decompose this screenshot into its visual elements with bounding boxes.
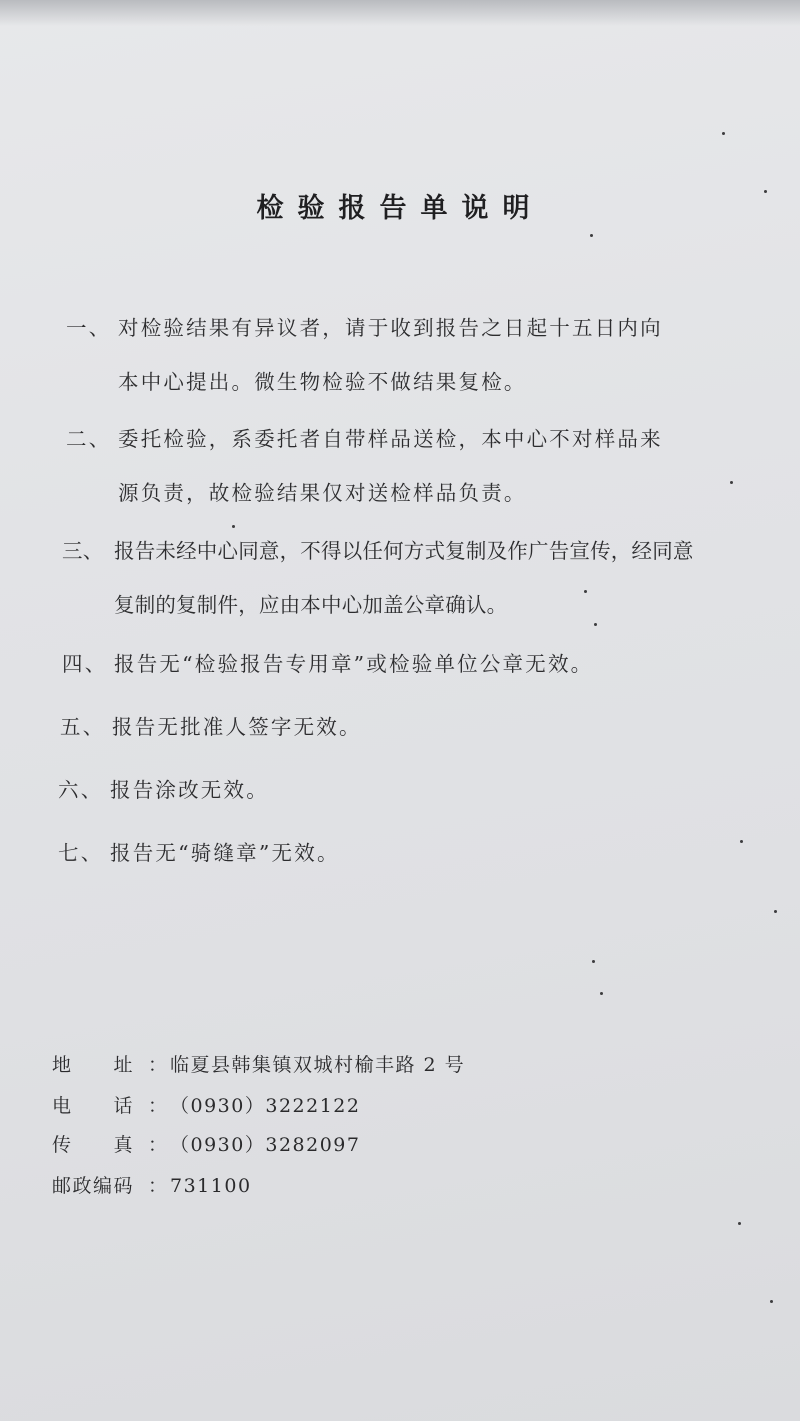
item-text-line2: 复制的复制件，应由本中心加盖公章确认。 bbox=[114, 593, 508, 617]
list-item-3 bbox=[62, 524, 694, 632]
item-text-line2: 源负责，故检验结果仅对送检样品负责。 bbox=[118, 481, 527, 505]
phone-value: （0930）3222122 bbox=[170, 1095, 361, 1117]
postcode-value: 731100 bbox=[170, 1175, 252, 1197]
top-shadow bbox=[0, 0, 800, 26]
item-text: 报告无“检验报告专用章”或检验单位公章无效。 bbox=[114, 652, 594, 676]
list-item-6 bbox=[58, 775, 269, 805]
postcode-label: 邮政编码 bbox=[52, 1175, 135, 1197]
paper-speck bbox=[722, 132, 725, 135]
item-text-line1: 对检验结果有异议者，请于收到报告之日起十五日内向 bbox=[118, 316, 663, 340]
item-number: 一、 bbox=[66, 316, 112, 340]
address-label: 地 址 bbox=[52, 1054, 135, 1076]
item-text-line1: 委托检验，系委托者自带样品送检，本中心不对样品来 bbox=[118, 427, 663, 451]
paper-speck bbox=[592, 960, 595, 963]
item-text: 报告无批准人签字无效。 bbox=[112, 715, 362, 739]
paper-speck bbox=[764, 190, 767, 193]
item-text: 报告无“骑缝章”无效。 bbox=[110, 841, 340, 865]
item-number: 三、 bbox=[62, 539, 104, 563]
paper-speck bbox=[584, 590, 587, 593]
list-item-2 bbox=[66, 412, 663, 520]
list-item-7 bbox=[58, 838, 340, 868]
phone-label: 电 话 bbox=[52, 1095, 135, 1117]
document-title: 检验报告单说明 bbox=[256, 193, 544, 224]
paper-speck bbox=[594, 623, 597, 626]
item-number: 二、 bbox=[66, 427, 112, 451]
item-number: 四、 bbox=[62, 652, 108, 676]
paper-speck bbox=[740, 840, 743, 843]
paper-speck bbox=[730, 481, 733, 484]
item-text: 报告涂改无效。 bbox=[110, 778, 269, 802]
list-item-1 bbox=[66, 301, 663, 409]
paper-speck bbox=[770, 1300, 773, 1303]
paper-speck bbox=[738, 1222, 741, 1225]
paper-speck bbox=[590, 234, 593, 237]
phone-row: 电 话 ：（0930）3222122 bbox=[52, 1091, 360, 1118]
list-item-4 bbox=[62, 649, 593, 679]
address-value: 临夏县韩集镇双城村榆丰路 2 号 bbox=[170, 1054, 466, 1076]
fax-row: 传 真 ：（0930）3282097 bbox=[52, 1130, 360, 1157]
postcode-row: 邮政编码 ：731100 bbox=[52, 1171, 252, 1198]
item-number: 五、 bbox=[60, 715, 106, 739]
item-text-line1: 报告未经中心同意，不得以任何方式复制及作广告宣传，经同意 bbox=[114, 539, 694, 563]
paper-speck bbox=[774, 910, 777, 913]
fax-value: （0930）3282097 bbox=[170, 1134, 361, 1156]
paper-speck bbox=[600, 992, 603, 995]
list-item-5 bbox=[60, 712, 362, 742]
paper-speck bbox=[232, 525, 235, 528]
item-number: 七、 bbox=[58, 841, 104, 865]
item-text-line2: 本中心提出。微生物检验不做结果复检。 bbox=[118, 370, 527, 394]
fax-label: 传 真 bbox=[52, 1134, 135, 1156]
item-number: 六、 bbox=[58, 778, 104, 802]
address-row: 地 址 ：临夏县韩集镇双城村榆丰路 2 号 bbox=[52, 1050, 465, 1077]
